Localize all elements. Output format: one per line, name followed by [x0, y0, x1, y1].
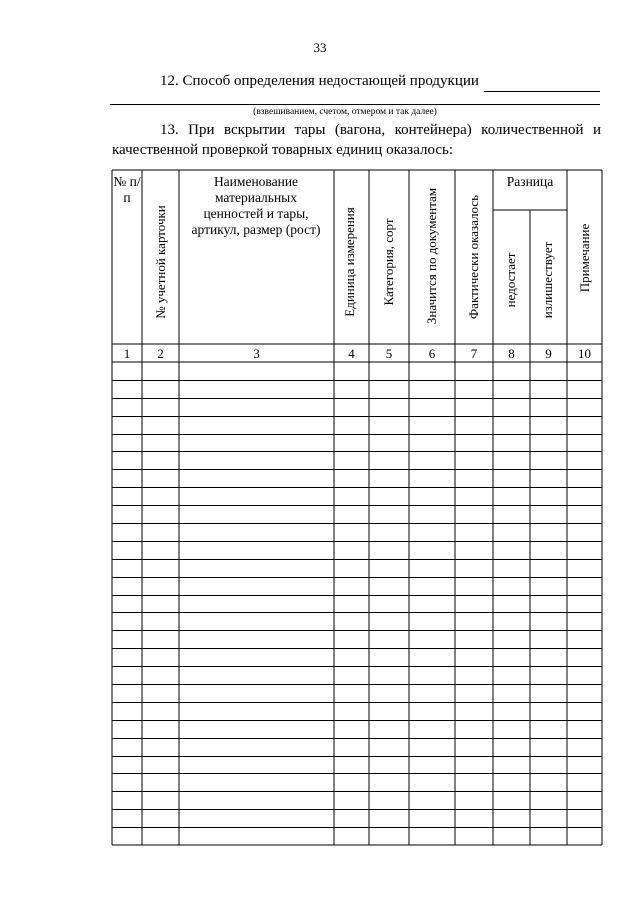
- section-13-text: 13. При вскрытии тары (вагона, контейнера) количественной и качественной проверкой товарных единиц оказалось:: [112, 122, 601, 158]
- col-number-9: 9: [545, 346, 552, 361]
- col-number-10: 10: [578, 346, 591, 361]
- section-12-title: 12. Способ определения недостающей продукции: [160, 73, 479, 89]
- col-number-4: 4: [348, 346, 355, 361]
- col-number-3: 3: [253, 346, 260, 361]
- col-number-8: 8: [508, 346, 515, 361]
- header-short: недостает: [503, 252, 518, 308]
- header-docs: Значится по документам: [424, 187, 439, 325]
- header-category: Категория, сорт: [381, 218, 396, 306]
- col-number-7: 7: [470, 346, 478, 361]
- header-unit: Единица измерения: [342, 207, 357, 317]
- page-number: 33: [313, 40, 327, 55]
- section-12-hint: (взвешиванием, счетом, отмером и так далее): [253, 107, 437, 117]
- header-num: № п/п: [113, 174, 141, 205]
- header-actual: Фактически оказалось: [466, 194, 481, 320]
- header-diff: Разница: [506, 174, 554, 189]
- header-excess: излишествует: [540, 241, 555, 319]
- col-number-2: 2: [157, 346, 164, 361]
- col-number-5: 5: [385, 346, 393, 361]
- header-card: № учетной карточки: [153, 205, 168, 319]
- col-number-1: 1: [123, 346, 131, 361]
- col-number-6: 6: [428, 346, 436, 361]
- header-name: Наименование материальных ценностей и тары, артикул, размер (рост): [191, 174, 321, 237]
- header-note: Примечание: [577, 223, 592, 293]
